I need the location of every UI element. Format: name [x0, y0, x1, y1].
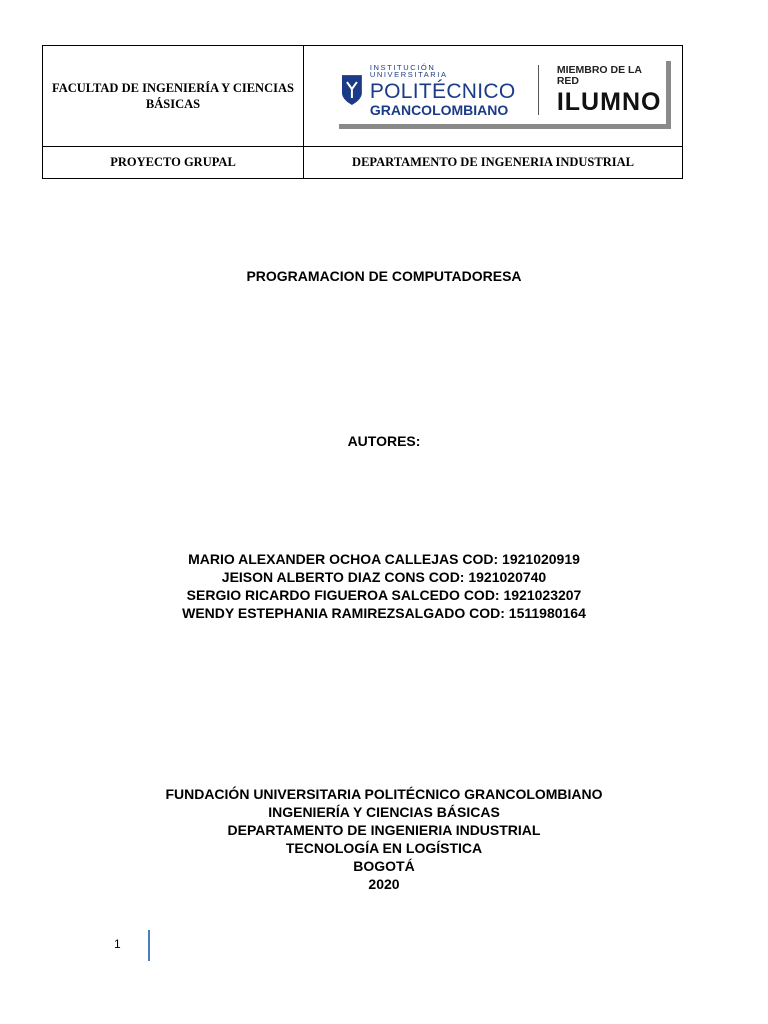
- institution-line: 2020: [368, 876, 400, 892]
- header-table: [42, 45, 683, 179]
- logo-divider: [538, 65, 539, 115]
- logo-network-brand: ILUMNO: [556, 88, 662, 116]
- logo-institution-line: INSTITUCIÓN UNIVERSITARIA: [369, 62, 448, 79]
- ilumno-wordmark: [557, 65, 666, 115]
- department-cell: [304, 147, 683, 179]
- author-line: SERGIO RICARDO FIGUEROA SALCEDO COD: 1921023207: [186, 587, 582, 603]
- faculty-name: FACULTAD DE INGENIERÍA Y CIENCIAS BÁSICAS: [52, 81, 294, 111]
- department-name: DEPARTAMENTO DE INGENERIA INDUSTRIAL: [352, 155, 634, 169]
- logo-name-line: POLITÉCNICO: [369, 79, 516, 103]
- author-line: WENDY ESTEPHANIA RAMIREZSALGADO COD: 1511980164: [182, 605, 586, 621]
- document-title: PROGRAMACION DE COMPUTADORESA: [246, 268, 522, 284]
- logo-network-line: MIEMBRO DE LA RED: [556, 64, 642, 87]
- institution-line: DEPARTAMENTO DE INGENIERIA INDUSTRIAL: [227, 822, 541, 838]
- institution-line: INGENIERÍA Y CIENCIAS BÁSICAS: [268, 804, 500, 820]
- institution-line: TECNOLOGÍA EN LOGÍSTICA: [285, 840, 483, 856]
- logo-cell: [304, 46, 683, 147]
- project-type: PROYECTO GRUPAL: [110, 155, 236, 169]
- project-type-cell: [43, 147, 304, 179]
- logo-sub-line: GRANCOLOMBIANO: [369, 101, 509, 118]
- institution-block: [0, 785, 768, 893]
- authors-list: [0, 550, 768, 622]
- faculty-cell: [43, 46, 304, 147]
- page-number: 1: [114, 937, 121, 951]
- author-line: JEISON ALBERTO DIAZ CONS COD: 1921020740: [221, 569, 547, 585]
- institution-line: FUNDACIÓN UNIVERSITARIA POLITÉCNICO GRANCOLOMBIANO: [165, 786, 603, 802]
- author-line: MARIO ALEXANDER OCHOA CALLEJAS COD: 1921020919: [188, 551, 580, 567]
- shield-icon: [340, 73, 364, 107]
- page-number-bar: [148, 930, 150, 961]
- politecnico-wordmark: [370, 64, 516, 117]
- authors-label: AUTORES:: [347, 433, 421, 449]
- institution-logo: [334, 56, 666, 124]
- institution-line: BOGOTÁ: [353, 858, 415, 874]
